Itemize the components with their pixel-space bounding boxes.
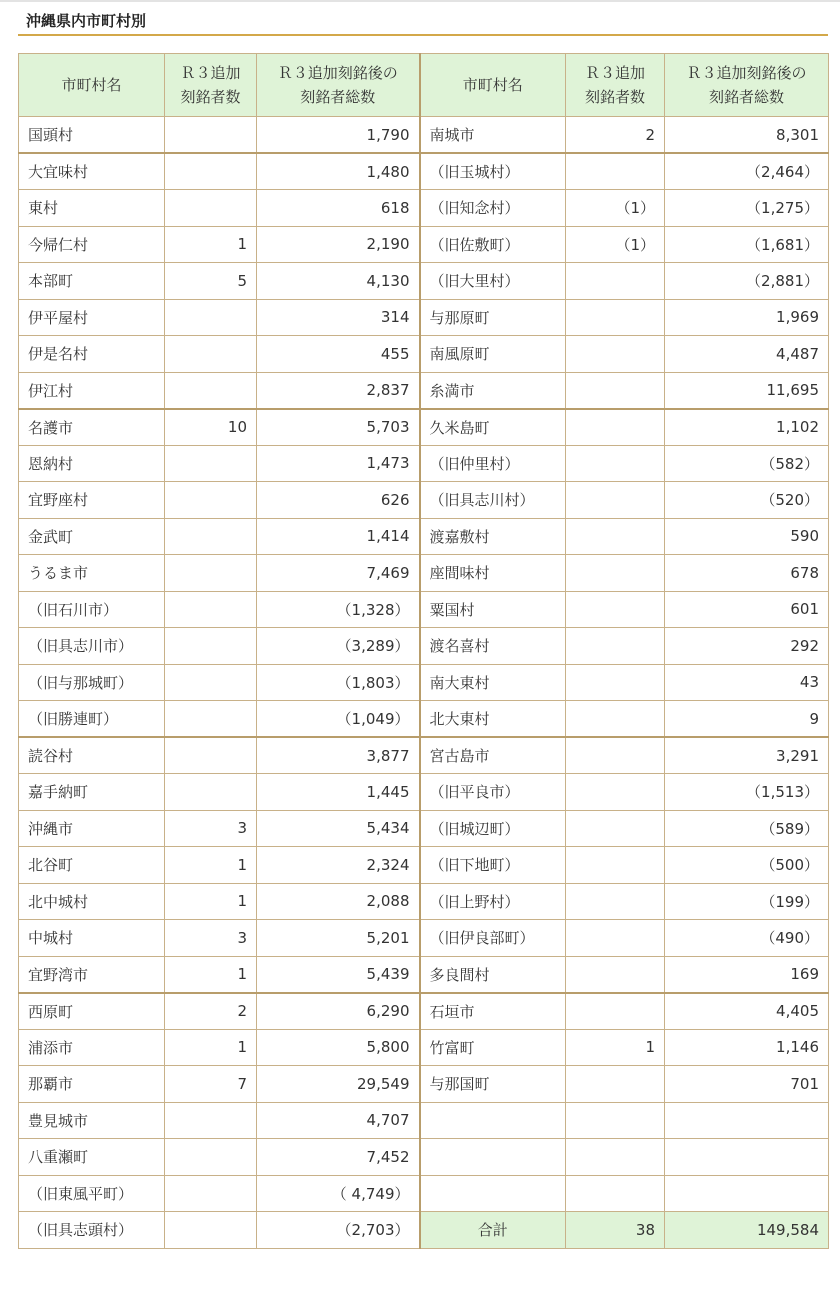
right-municipality-name-cell: 多良間村 [420,956,566,993]
table-row [19,701,829,738]
left-total-count-cell: 7,469 [257,555,420,592]
left-added-count-cell: 1 [165,1029,257,1066]
left-municipality-name-cell: 大宜味村 [19,153,165,190]
table-row [19,847,829,884]
left-municipality-name-cell: 八重瀬町 [19,1139,165,1176]
table-row [19,664,829,701]
left-total-count-cell: 4,707 [257,1102,420,1139]
left-municipality-name-cell: 国頭村 [19,117,165,154]
right-municipality-name-cell: （旧上野村） [420,883,566,920]
left-added-count-cell [165,1139,257,1176]
left-total-count-cell: 1,445 [257,774,420,811]
right-total-count-cell [665,1175,829,1212]
right-added-count-cell: （1） [566,190,665,227]
right-total-count-cell: （490） [665,920,829,957]
left-added-count-cell [165,737,257,774]
right-total-count-cell: 8,301 [665,117,829,154]
right-total-count-cell: （589） [665,810,829,847]
right-added-count-cell [566,701,665,738]
right-municipality-name-cell: （旧平良市） [420,774,566,811]
right-total-count-cell: 590 [665,518,829,555]
right-municipality-name-cell: （旧知念村） [420,190,566,227]
right-added-count-cell: 2 [566,117,665,154]
table-row [19,336,829,373]
left-added-count-cell: 3 [165,920,257,957]
right-municipality-name-cell: 石垣市 [420,993,566,1030]
right-added-count-cell [566,1139,665,1176]
table-row [19,1139,829,1176]
left-municipality-name-cell: 金武町 [19,518,165,555]
left-total-count-cell: 314 [257,299,420,336]
grand-total-cell: 149,584 [665,1212,829,1249]
left-municipality-name-cell: 読谷村 [19,737,165,774]
right-total-count-cell: （582） [665,445,829,482]
right-added-count-cell [566,409,665,446]
left-added-count-cell [165,299,257,336]
header-total-left: Ｒ３追加刻銘後の 刻銘者総数 [257,54,420,117]
right-added-count-cell [566,1066,665,1103]
left-total-count-cell: 29,549 [257,1066,420,1103]
left-added-count-cell: 3 [165,810,257,847]
left-total-count-cell: （1,049） [257,701,420,738]
left-municipality-name-cell: （旧与那城町） [19,664,165,701]
right-added-count-cell [566,993,665,1030]
right-municipality-name-cell: 与那国町 [420,1066,566,1103]
left-municipality-name-cell: 浦添市 [19,1029,165,1066]
header-added-right: Ｒ３追加 刻銘者数 [566,54,665,117]
right-added-count-cell [566,628,665,665]
right-municipality-name-cell: 北大東村 [420,701,566,738]
right-municipality-name-cell: 宮古島市 [420,737,566,774]
left-municipality-name-cell: 宜野湾市 [19,956,165,993]
left-municipality-name-cell: 北中城村 [19,883,165,920]
right-municipality-name-cell: 竹富町 [420,1029,566,1066]
left-total-count-cell: 1,480 [257,153,420,190]
right-added-count-cell [566,336,665,373]
table-row [19,883,829,920]
right-total-count-cell: 292 [665,628,829,665]
table-row [19,263,829,300]
header-municipality-right: 市町村名 [420,54,566,117]
right-municipality-name-cell: 南大東村 [420,664,566,701]
right-total-count-cell: 11,695 [665,372,829,409]
left-added-count-cell: 7 [165,1066,257,1103]
right-municipality-name-cell: （旧大里村） [420,263,566,300]
total-added-cell: 38 [566,1212,665,1249]
right-total-count-cell: 4,487 [665,336,829,373]
table-row [19,628,829,665]
left-added-count-cell [165,701,257,738]
header-added-left: Ｒ３追加 刻銘者数 [165,54,257,117]
right-municipality-name-cell: （旧仲里村） [420,445,566,482]
table-row [19,445,829,482]
left-added-count-cell [165,628,257,665]
table-row [19,153,829,190]
table-row [19,956,829,993]
right-municipality-name-cell: 久米島町 [420,409,566,446]
left-added-count-cell: 1 [165,226,257,263]
right-municipality-name-cell: （旧城辺町） [420,810,566,847]
right-added-count-cell [566,810,665,847]
table-row [19,810,829,847]
left-added-count-cell: 2 [165,993,257,1030]
header-municipality-left: 市町村名 [19,54,165,117]
left-total-count-cell: 2,088 [257,883,420,920]
table-row [19,226,829,263]
right-total-count-cell: 601 [665,591,829,628]
left-municipality-name-cell: （旧勝連町） [19,701,165,738]
table-row [19,1029,829,1066]
right-added-count-cell [566,299,665,336]
right-added-count-cell [566,518,665,555]
table-row [19,737,829,774]
right-added-count-cell [566,737,665,774]
right-added-count-cell [566,153,665,190]
right-added-count-cell [566,372,665,409]
left-total-count-cell: 2,190 [257,226,420,263]
right-municipality-name-cell: 渡嘉敷村 [420,518,566,555]
left-municipality-name-cell: 恩納村 [19,445,165,482]
table-row [19,993,829,1030]
right-added-count-cell [566,1102,665,1139]
table-row [19,409,829,446]
header-total-right: Ｒ３追加刻銘後の 刻銘者総数 [665,54,829,117]
left-total-count-cell: 5,201 [257,920,420,957]
table-row [19,372,829,409]
left-municipality-name-cell: （旧具志川市） [19,628,165,665]
left-municipality-name-cell: （旧具志頭村） [19,1212,165,1249]
right-total-count-cell: （520） [665,482,829,519]
table-row [19,1175,829,1212]
table-row [19,190,829,227]
right-total-count-cell: （2,464） [665,153,829,190]
table-row [19,299,829,336]
right-total-count-cell: （1,681） [665,226,829,263]
table-row [19,1066,829,1103]
left-total-count-cell: 5,703 [257,409,420,446]
left-added-count-cell [165,774,257,811]
right-total-count-cell: 9 [665,701,829,738]
right-total-count-cell: 1,969 [665,299,829,336]
left-added-count-cell [165,153,257,190]
left-municipality-name-cell: 伊平屋村 [19,299,165,336]
right-municipality-name-cell: （旧具志川村） [420,482,566,519]
left-municipality-name-cell: （旧東風平町） [19,1175,165,1212]
left-municipality-name-cell: 東村 [19,190,165,227]
table-row [19,920,829,957]
right-total-count-cell: 701 [665,1066,829,1103]
right-municipality-name-cell: 糸満市 [420,372,566,409]
left-total-count-cell: （1,328） [257,591,420,628]
right-total-count-cell: 1,102 [665,409,829,446]
page-title: 沖縄県内市町村別 [18,8,828,36]
left-municipality-name-cell: 名護市 [19,409,165,446]
left-total-count-cell: 6,290 [257,993,420,1030]
left-total-count-cell: 5,439 [257,956,420,993]
left-total-count-cell: （3,289） [257,628,420,665]
left-municipality-name-cell: 豊見城市 [19,1102,165,1139]
left-added-count-cell [165,372,257,409]
right-municipality-name-cell [420,1102,566,1139]
left-total-count-cell: 1,790 [257,117,420,154]
left-added-count-cell [165,591,257,628]
left-municipality-name-cell: 伊是名村 [19,336,165,373]
right-total-count-cell: 169 [665,956,829,993]
right-added-count-cell [566,956,665,993]
left-added-count-cell [165,445,257,482]
left-added-count-cell: 1 [165,883,257,920]
left-total-count-cell: 1,414 [257,518,420,555]
right-total-count-cell: （199） [665,883,829,920]
right-total-count-cell [665,1139,829,1176]
left-municipality-name-cell: 宜野座村 [19,482,165,519]
left-municipality-name-cell: 北谷町 [19,847,165,884]
left-total-count-cell: （ 4,749） [257,1175,420,1212]
left-added-count-cell [165,664,257,701]
left-added-count-cell [165,555,257,592]
left-added-count-cell: 10 [165,409,257,446]
top-rule [0,0,840,2]
left-added-count-cell [165,518,257,555]
right-municipality-name-cell: 座間味村 [420,555,566,592]
table-row-total [19,1212,829,1249]
left-added-count-cell [165,117,257,154]
left-added-count-cell [165,482,257,519]
left-total-count-cell: 455 [257,336,420,373]
right-total-count-cell: 4,405 [665,993,829,1030]
left-added-count-cell [165,190,257,227]
right-added-count-cell [566,1175,665,1212]
right-added-count-cell: 1 [566,1029,665,1066]
left-municipality-name-cell: 那覇市 [19,1066,165,1103]
left-added-count-cell [165,1102,257,1139]
right-municipality-name-cell [420,1175,566,1212]
right-municipality-name-cell: 南城市 [420,117,566,154]
left-municipality-name-cell: 本部町 [19,263,165,300]
right-added-count-cell [566,591,665,628]
left-total-count-cell: 4,130 [257,263,420,300]
left-total-count-cell: 2,837 [257,372,420,409]
left-total-count-cell: （1,803） [257,664,420,701]
right-municipality-name-cell: 与那原町 [420,299,566,336]
right-municipality-name-cell: （旧玉城村） [420,153,566,190]
right-added-count-cell: （1） [566,226,665,263]
table-row [19,117,829,154]
left-added-count-cell: 1 [165,847,257,884]
right-added-count-cell [566,555,665,592]
right-added-count-cell [566,664,665,701]
right-municipality-name-cell: （旧佐敷町） [420,226,566,263]
left-total-count-cell: 3,877 [257,737,420,774]
left-total-count-cell: （2,703） [257,1212,420,1249]
left-total-count-cell: 5,800 [257,1029,420,1066]
table-row [19,518,829,555]
right-total-count-cell: 43 [665,664,829,701]
left-municipality-name-cell: 今帰仁村 [19,226,165,263]
right-total-count-cell: （1,513） [665,774,829,811]
left-added-count-cell [165,336,257,373]
table-row [19,591,829,628]
left-total-count-cell: 626 [257,482,420,519]
left-municipality-name-cell: （旧石川市） [19,591,165,628]
right-municipality-name-cell: 南風原町 [420,336,566,373]
right-added-count-cell [566,847,665,884]
left-municipality-name-cell: 沖縄市 [19,810,165,847]
left-added-count-cell: 5 [165,263,257,300]
table-row [19,774,829,811]
right-total-count-cell: （2,881） [665,263,829,300]
right-total-count-cell [665,1102,829,1139]
left-total-count-cell: 618 [257,190,420,227]
right-added-count-cell [566,920,665,957]
right-municipality-name-cell: 粟国村 [420,591,566,628]
left-municipality-name-cell: 西原町 [19,993,165,1030]
total-label-cell: 合計 [420,1212,566,1249]
right-added-count-cell [566,883,665,920]
table-row [19,555,829,592]
left-municipality-name-cell: 中城村 [19,920,165,957]
right-added-count-cell [566,482,665,519]
right-added-count-cell [566,774,665,811]
right-total-count-cell: 678 [665,555,829,592]
left-municipality-name-cell: 嘉手納町 [19,774,165,811]
left-municipality-name-cell: うるま市 [19,555,165,592]
right-added-count-cell [566,263,665,300]
left-municipality-name-cell: 伊江村 [19,372,165,409]
table-row [19,1102,829,1139]
left-added-count-cell: 1 [165,956,257,993]
right-total-count-cell: （500） [665,847,829,884]
right-municipality-name-cell: （旧下地町） [420,847,566,884]
right-municipality-name-cell: 渡名喜村 [420,628,566,665]
left-total-count-cell: 1,473 [257,445,420,482]
right-total-count-cell: 3,291 [665,737,829,774]
left-added-count-cell [165,1175,257,1212]
left-total-count-cell: 5,434 [257,810,420,847]
right-added-count-cell [566,445,665,482]
left-total-count-cell: 2,324 [257,847,420,884]
municipality-table [18,53,829,1249]
right-total-count-cell: （1,275） [665,190,829,227]
left-total-count-cell: 7,452 [257,1139,420,1176]
table-header-row [19,54,829,117]
right-total-count-cell: 1,146 [665,1029,829,1066]
table-row [19,482,829,519]
right-municipality-name-cell: （旧伊良部町） [420,920,566,957]
right-municipality-name-cell [420,1139,566,1176]
left-added-count-cell [165,1212,257,1249]
